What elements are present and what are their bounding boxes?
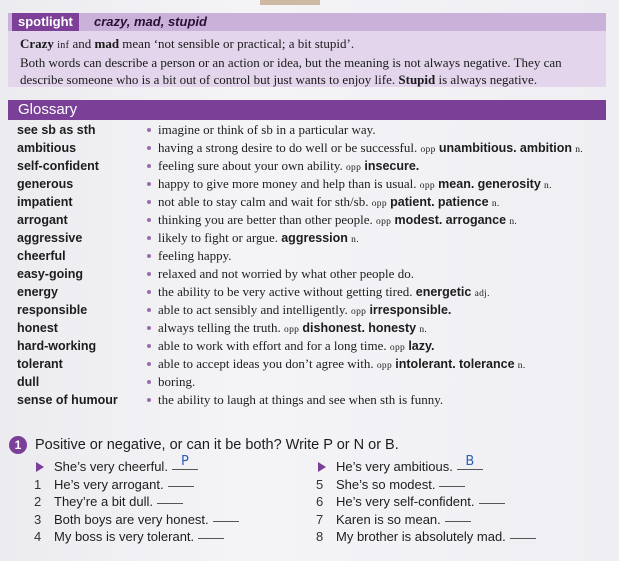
item-text: Karen is so mean. — [336, 511, 441, 527]
example-arrow-icon — [36, 462, 44, 472]
answer-blank[interactable] — [168, 486, 194, 487]
related-word: patient. — [390, 195, 435, 209]
glossary-entry — [8, 175, 606, 193]
part-of-speech: n. — [351, 235, 359, 245]
exercise-item — [34, 493, 183, 511]
glossary-definition — [158, 121, 376, 139]
item-number: 5 — [316, 476, 324, 492]
glossary-term: aggressive — [17, 231, 83, 245]
glossary-entry — [8, 283, 606, 301]
glossary-definition — [158, 355, 526, 375]
definition-text: the ability to laugh at things and see when sth is funny. — [158, 392, 444, 407]
text-and: and — [72, 36, 92, 51]
abbr-opp: opp — [284, 325, 300, 335]
glossary-entry — [8, 373, 606, 391]
definition-text: thinking you are better than other people. — [158, 212, 373, 227]
item-number: 1 — [34, 476, 42, 492]
example-answer: P — [172, 455, 198, 470]
glossary-term: ambitious — [17, 141, 77, 155]
glossary-definition — [158, 337, 434, 357]
exercise-item — [316, 493, 505, 511]
exercise-item — [316, 511, 471, 529]
bullet-icon — [147, 326, 151, 330]
glossary-entry — [8, 301, 606, 319]
related-word: modest. — [394, 213, 443, 227]
abbr-opp: opp — [345, 163, 362, 173]
bullet-icon — [147, 182, 151, 186]
spotlight-line-1 — [20, 35, 604, 54]
spotlight-title: crazy, mad, stupid — [94, 14, 207, 29]
exercise-item — [316, 528, 536, 546]
definition-text: the ability to be very active without getting tired. — [158, 284, 413, 299]
glossary-definition — [158, 157, 419, 177]
related-word: mean. — [438, 177, 475, 191]
glossary-definition — [158, 301, 451, 321]
glossary-definition — [158, 139, 583, 159]
definition-text: able to act sensibly and intelligently. — [158, 302, 348, 317]
exercise-item — [34, 476, 194, 494]
exercise-instruction: Positive or negative, or can it be both? Write P or N or B. — [35, 437, 399, 453]
glossary-entry — [8, 211, 606, 229]
exercise-item — [34, 511, 239, 529]
abbr-opp: opp — [420, 145, 436, 155]
definition-text: feeling sure about your own ability. — [158, 158, 343, 173]
word-stupid: Stupid — [398, 72, 436, 87]
item-text: She’s very cheerful. — [54, 459, 168, 474]
definition-text: relaxed and not worried by what other people do. — [158, 266, 414, 281]
bullet-icon — [147, 236, 151, 240]
spotlight-line-3-pre: describe someone who is a bit out of control but just wants to enjoy life. — [20, 72, 396, 87]
part-of-speech: n. — [544, 181, 552, 191]
spotlight-text — [20, 35, 604, 88]
abbr-opp: opp — [376, 217, 392, 227]
bullet-icon — [147, 380, 151, 384]
exercise-number-badge: 1 — [9, 436, 27, 454]
item-text: They’re a bit dull. — [54, 494, 153, 509]
definition-text: happy to give more money and help than is usual. — [158, 176, 417, 191]
glossary-heading: Glossary — [8, 100, 606, 120]
item-text: My brother is absolutely mad. — [336, 529, 506, 544]
definition-text: boring. — [158, 374, 196, 389]
glossary-term: cheerful — [17, 249, 66, 263]
glossary-list — [8, 121, 606, 411]
exercise-item — [316, 476, 465, 494]
related-word: patience — [437, 195, 489, 209]
bullet-icon — [147, 290, 151, 294]
related-word: intolerant. — [395, 357, 456, 371]
example-arrow-icon — [318, 462, 326, 472]
item-number: 2 — [34, 494, 42, 509]
related-word: irresponsible. — [369, 303, 452, 317]
bullet-icon — [147, 272, 151, 276]
glossary-term: arrogant — [17, 213, 68, 227]
abbr-opp: opp — [419, 181, 435, 191]
definition-text: having a strong desire to do well or be successful. — [158, 140, 418, 155]
answer-blank[interactable] — [157, 503, 183, 504]
glossary-term: impatient — [17, 195, 73, 209]
related-word: ambition — [519, 141, 572, 155]
spotlight-line-1-rest: mean ‘not sensible or practical; a bit stupid’. — [122, 36, 355, 51]
item-text: He’s very ambitious. — [336, 459, 453, 474]
bullet-icon — [147, 254, 151, 258]
answer-blank[interactable] — [445, 521, 471, 522]
spotlight-tag: spotlight — [12, 13, 79, 31]
bullet-icon — [147, 308, 151, 312]
answer-blank[interactable] — [198, 538, 224, 539]
part-of-speech: adj. — [474, 289, 490, 299]
spotlight-line-3 — [20, 71, 604, 88]
definition-text: always telling the truth. — [158, 320, 281, 335]
glossary-entry — [8, 157, 606, 175]
glossary-entry — [8, 121, 606, 139]
answer-blank[interactable] — [479, 503, 505, 504]
answer-blank[interactable] — [439, 486, 465, 487]
related-word: tolerance — [458, 357, 515, 371]
glossary-entry — [8, 247, 606, 265]
spotlight-header — [8, 13, 606, 31]
part-of-speech: n. — [509, 217, 518, 227]
bullet-icon — [147, 146, 151, 150]
item-text: He’s very self-confident. — [336, 494, 475, 509]
bullet-icon — [147, 128, 151, 132]
related-word: generosity — [477, 177, 541, 191]
glossary-definition — [158, 373, 195, 391]
glossary-definition — [158, 211, 517, 231]
related-word: lazy. — [408, 339, 435, 353]
related-word: energetic — [415, 285, 472, 299]
bullet-icon — [147, 344, 151, 348]
related-word: arrogance — [445, 213, 507, 227]
definition-text: not able to stay calm and wait for sth/sb. — [158, 194, 369, 209]
glossary-term: self-confident — [17, 159, 99, 173]
related-word: honesty — [368, 321, 417, 335]
part-of-speech: n. — [517, 361, 526, 371]
definition-text: imagine or think of sb in a particular way. — [158, 122, 376, 137]
glossary-definition — [158, 193, 500, 213]
related-word: aggression — [281, 231, 348, 245]
glossary-term: hard-working — [17, 339, 97, 353]
abbr-opp: opp — [351, 307, 367, 317]
definition-text: able to accept ideas you don’t agree with. — [158, 356, 374, 371]
abbr-opp: opp — [371, 199, 387, 209]
item-number: 6 — [316, 494, 324, 509]
bullet-icon — [147, 164, 151, 168]
glossary-term: sense of humour — [17, 393, 118, 407]
item-text: He’s very arrogant. — [54, 476, 164, 492]
glossary-entry — [8, 139, 606, 157]
item-text: She’s so modest. — [336, 476, 436, 492]
glossary-term: tolerant — [17, 357, 63, 371]
word-mad: mad — [94, 36, 120, 51]
glossary-definition — [158, 283, 490, 303]
glossary-entry — [8, 193, 606, 211]
example-answer: B — [457, 455, 483, 470]
glossary-term: easy-going — [17, 267, 83, 281]
spotlight-box — [8, 13, 606, 87]
item-number: 4 — [34, 529, 42, 544]
glossary-entry — [8, 337, 606, 355]
related-word: dishonest. — [302, 321, 365, 335]
glossary-definition — [158, 247, 232, 265]
glossary-definition — [158, 265, 414, 283]
glossary-term: see sb as sth — [17, 123, 96, 137]
item-number: 3 — [34, 511, 42, 527]
bullet-icon — [147, 200, 151, 204]
word-crazy: Crazy — [20, 36, 54, 51]
abbr-opp: opp — [376, 361, 393, 371]
glossary-definition — [158, 391, 443, 409]
glossary-definition — [158, 229, 359, 249]
page-top-strip — [260, 0, 320, 5]
glossary-definition — [158, 319, 427, 339]
glossary-entry — [8, 265, 606, 283]
definition-text: feeling happy. — [158, 248, 232, 263]
glossary-entry — [8, 319, 606, 337]
glossary-term: dull — [17, 375, 40, 389]
glossary-entry — [8, 229, 606, 247]
bullet-icon — [147, 218, 151, 222]
exercise-item — [34, 528, 224, 546]
glossary-term: honest — [17, 321, 58, 335]
glossary-term: responsible — [17, 303, 88, 317]
related-word: insecure. — [364, 159, 420, 173]
definition-text: likely to fight or argue. — [158, 230, 278, 245]
part-of-speech: n. — [575, 145, 583, 155]
item-number: 8 — [316, 529, 324, 544]
answer-blank[interactable] — [510, 538, 536, 539]
glossary-entry — [8, 355, 606, 373]
part-of-speech: n. — [491, 199, 500, 209]
related-word: unambitious. — [438, 141, 517, 155]
item-number: 7 — [316, 511, 324, 527]
glossary-entry — [8, 391, 606, 409]
glossary-term: generous — [17, 177, 74, 191]
part-of-speech: n. — [419, 325, 428, 335]
glossary-term: energy — [17, 285, 58, 299]
definition-text: able to work with effort and for a long time. — [158, 338, 387, 353]
exercise-item — [34, 454, 198, 476]
bullet-icon — [147, 362, 151, 366]
glossary-definition — [158, 175, 552, 195]
spotlight-line-3-post: is always negative. — [438, 72, 538, 87]
abbr-inf: inf — [57, 40, 70, 51]
spotlight-line-2: Both words can describe a person or an action or idea, but the meaning is not always negative. They can — [20, 55, 562, 70]
bullet-icon — [147, 398, 151, 402]
abbr-opp: opp — [389, 343, 406, 353]
item-text: My boss is very tolerant. — [54, 529, 195, 544]
item-text: Both boys are very honest. — [54, 511, 209, 527]
answer-blank[interactable] — [213, 521, 239, 522]
exercise-item — [316, 454, 483, 476]
